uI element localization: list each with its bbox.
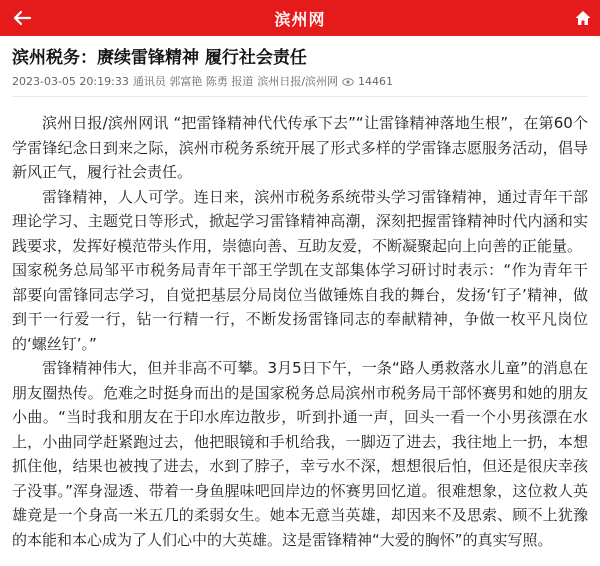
paragraph-4: 雷锋精神伟大，但并非高不可攀。3月5日下午，一条“路人勇救落水儿童”的消息在朋友圈热传。危难之时挺身而出的是国家税务总局滨州市税务局干部怀赛男和她的朋友小曲。“当时我和朋友在于印水库边散步，听到扑通一声，回头一看一个小男孩漂在水上，小曲同学赶紧跑过去，他把眼镜和手机给我，一脚迈了进去，我往地上一扔，本想抓住他，结果也被拽了进去，水到了脖子，幸亏水不深，想想很后怕，但还是很庆幸孩子没事。”浑身湿透、带着一身鱼腥味吧回岸边的怀赛男回忆道。很难想象，这位救人英雄竟是一个身高一米五几的柔弱女生。她本无意当英雄，却因来不及思索、顾不上犹豫的本能和本心成为了人们心中的大英雄。这是雷锋精神“大爱的胸怀”的真实写照。 — [12, 359, 588, 549]
source: 滨州日报/滨州网 — [257, 75, 339, 88]
article-title: 滨州税务：赓续雷锋精神 履行社会责任 — [12, 48, 307, 68]
divider — [12, 96, 588, 97]
paragraph-2: 雷锋精神，人人可学。连日来，滨州市税务系统带头学习雷锋精神，通过青年干部理论学习、主题党日等形式，掀起学习雷锋精神高潮，深刻把握雷锋精神时代内涵和实践要求，发挥好模范带头作用，崇德向善、互助友爱，不断凝聚起向上向善的正能量。 — [12, 187, 588, 255]
paragraph-3: 国家税务总局邹平市税务局青年干部王学凯在支部集体学习研讨时表示：“作为青年干部要向雷锋同志学习，自觉把基层分局岗位当做锤炼自我的舞台，发扬‘钉子’精神，做到干一行爱一行，钻一行精一行，不断发扬雷锋同志的奉献精神，争做一枚平凡岗位的‘螺丝钉’。” — [12, 261, 588, 353]
home-button[interactable] — [574, 9, 592, 27]
back-arrow-icon — [12, 10, 32, 26]
paragraph-1: 滨州日报/滨州网讯 “把雷锋精神代代传承下去”“让雷锋精神落地生根”，在第60个学雷锋纪念日到来之际，滨州市税务系统开展了形式多样的学雷锋志愿服务活动，倡导新风正气，履行社会责任。 — [12, 114, 588, 181]
back-button[interactable] — [10, 7, 34, 29]
site-title: 滨州网 — [274, 9, 326, 29]
article-meta — [12, 75, 588, 89]
top-bar — [0, 0, 600, 36]
reporters: 通讯员 郭富艳 陈勇 报道 — [132, 75, 254, 88]
home-icon — [574, 9, 592, 27]
article-body — [12, 111, 588, 552]
view-count: 14461 — [358, 75, 394, 88]
eye-icon — [342, 77, 354, 87]
article — [0, 46, 600, 552]
publish-datetime: 2023-03-05 20:19:33 — [12, 75, 129, 88]
